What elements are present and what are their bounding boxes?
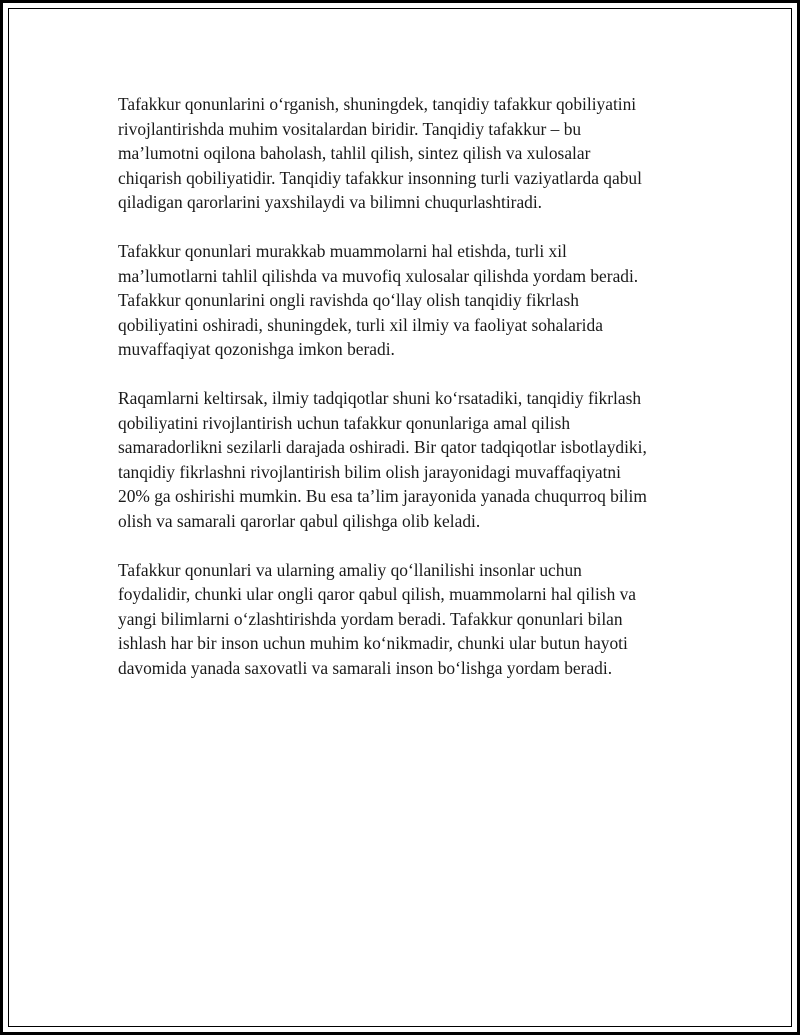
paragraph-1: Tafakkur qonunlarini o‘rganish, shuningdek, tanqidiy tafakkur qobiliyatini rivojlantirishda muhim vositalardan biridir. Tanqidiy tafakkur – bu ma’lumotni oqilona baholash, tahlil qilish, sintez qilish va xulosalar chiqarish qobiliyatidir. Tanqidiy tafakkur insonning turli vaziyatlarda qabul qiladigan qarorlarini yaxshilaydi va bilimni chuqurlashtiradi. — [118, 94, 642, 212]
paragraph-3: Raqamlarni keltirsak, ilmiy tadqiqotlar shuni ko‘rsatadiki, tanqidiy fikrlash qobiliyatini rivojlantirish uchun tafakkur qonunlariga amal qilish samaradorlikni sezilarli darajada oshiradi. Bir qator tadqiqotlar isbotlaydiki, tanqidiy fikrlashni rivojlantirish bilim olish jarayonidagi muvaffaqiyatni 20% ga oshirishi mumkin. Bu esa ta’lim jarayonida yanada chuqurroq bilim olish va samarali qarorlar qabul qilishga olib keladi. — [118, 388, 647, 531]
document-body — [118, 92, 693, 705]
paragraph-4: Tafakkur qonunlari va ularning amaliy qo‘llanilishi insonlar uchun foydalidir, chunki ular ongli qaror qabul qilish, muammolarni hal qilish va yangi bilimlarni o‘zlashtirishda yordam beradi. Tafakkur qonunlari bilan ishlash har bir inson uchun muhim ko‘nikmadir, chunki ular butun hayoti davomida yanada saxovatli va samarali inson bo‘lishga yordam beradi. — [118, 559, 637, 678]
paragraph-2: Tafakkur qonunlari murakkab muammolarni hal etishda, turli xil ma’lumotlarni tahlil qilishda va muvofiq xulosalar qilishda yordam beradi. Tafakkur qonunlarini ongli ravishda qo‘llay olish tanqidiy fikrlash qobiliyatini oshiradi, shuningdek, turli xil ilmiy va faoliyat sohalarida muvaffaqiyat qozonishga imkon beradi. — [118, 241, 639, 359]
